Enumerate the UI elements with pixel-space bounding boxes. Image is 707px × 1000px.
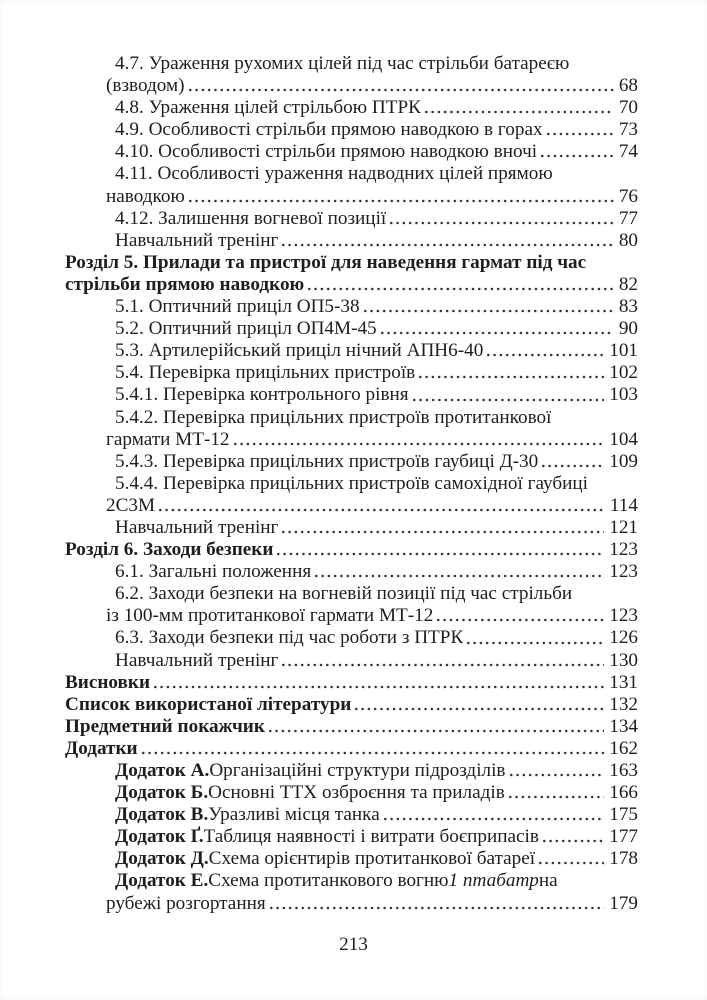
toc-text: 5.4. Перевірка прицільних пристроїв [115, 362, 416, 384]
toc-entry [0, 694, 638, 716]
dot-leader [282, 243, 613, 247]
dot-leader [467, 641, 604, 645]
toc-line [115, 451, 638, 473]
toc-line [65, 539, 638, 561]
toc-text: 5.4.3. Перевірка прицільних пристроїв гаубиці Д-30 [115, 450, 539, 472]
dot-leader [364, 309, 614, 313]
toc-page-ref: 131 [609, 671, 638, 693]
toc-entry [0, 716, 638, 738]
toc-text: 2С3М [106, 494, 156, 516]
toc-text: на [538, 870, 558, 892]
toc-page-ref: 73 [618, 119, 638, 141]
toc-page-ref: 166 [609, 782, 638, 804]
toc-line [65, 716, 638, 738]
toc-page-ref: 68 [618, 75, 638, 97]
dot-leader [437, 618, 604, 622]
toc-page-ref: 103 [609, 384, 638, 406]
toc-text: Організаційні структури підрозділів [209, 760, 506, 781]
dot-leader [539, 861, 604, 865]
toc-line [115, 141, 638, 163]
toc-text: 5.4.2. Перевірка прицільних пристроїв протитанкової [115, 406, 552, 428]
toc-line [106, 429, 638, 451]
dot-leader [282, 530, 604, 534]
toc-line [106, 186, 638, 208]
toc-text: 1 птабатр [448, 870, 539, 892]
dot-leader [315, 574, 604, 578]
toc-text: Додаток Ґ. [115, 826, 204, 848]
dot-leader [487, 353, 604, 357]
toc-text: Додаток Е. [115, 870, 209, 892]
dot-leader [509, 795, 604, 799]
toc-line [115, 163, 638, 185]
toc-page-ref: 102 [609, 362, 638, 384]
toc-entry [0, 407, 638, 451]
toc-text: 4.8. Ураження цілей стрільбою ПТРК [115, 97, 421, 119]
toc-page-ref: 179 [609, 892, 638, 914]
toc-line [106, 605, 638, 627]
toc-line [115, 384, 638, 406]
toc-entry [0, 782, 638, 804]
toc-text: 5.2. Оптичний приціл ОП4М-45 [115, 318, 377, 340]
toc-page-ref: 114 [609, 494, 638, 516]
toc-entry [0, 804, 638, 826]
toc-line [115, 583, 638, 605]
toc-line [115, 97, 638, 119]
toc-entry [0, 208, 638, 230]
dot-leader [355, 707, 604, 711]
toc-text: Розділ 6. Заходи безпеки [65, 539, 274, 561]
toc-line [65, 672, 638, 694]
toc-page-ref: 121 [609, 516, 638, 538]
toc-entry [0, 848, 638, 870]
toc-entry [0, 296, 638, 318]
toc-page-ref: 76 [618, 185, 638, 207]
toc-line [106, 495, 638, 517]
toc-line [106, 75, 638, 97]
toc-page-ref: 123 [609, 561, 638, 583]
toc-text: 5.4.1. Перевірка контрольного рівня [115, 384, 409, 406]
dot-leader [419, 375, 604, 379]
toc-text: Схема орієнтирів протитанкової батареї [208, 848, 536, 870]
toc-page-ref: 74 [618, 141, 638, 163]
toc-line [106, 893, 638, 915]
toc-page-ref: 134 [609, 715, 638, 737]
toc-page-ref: 80 [618, 229, 638, 251]
page-number: 213 [339, 934, 368, 955]
toc-line [115, 318, 638, 340]
dot-leader [269, 729, 604, 733]
dot-leader [543, 839, 604, 843]
toc-entry [0, 384, 638, 406]
toc-text: Навчальний тренінг [115, 516, 279, 538]
dot-leader [510, 773, 605, 777]
toc-page-ref: 101 [609, 340, 638, 362]
toc-line [115, 208, 638, 230]
toc-entry [0, 230, 638, 252]
toc-entry [0, 163, 638, 207]
toc-text: 4.12. Залишення вогневої позиції [115, 207, 387, 229]
toc-text: 5.4.4. Перевірка прицільних пристроїв самохідної гаубиці [115, 472, 588, 494]
toc-text: 4.9. Особливості стрільби прямою наводкою в горах [115, 119, 543, 141]
toc-entry [0, 561, 638, 583]
toc-page-ref: 70 [618, 97, 638, 119]
toc-entry [0, 473, 638, 517]
toc-text: рубежі розгортання [106, 892, 266, 914]
page-footer [0, 934, 707, 956]
toc-entry [0, 252, 638, 296]
toc-text: 5.3. Артилерійський приціл нічний АПН6-40 [115, 340, 484, 362]
toc-line [115, 870, 638, 892]
table-of-contents [0, 53, 638, 915]
toc-line [65, 252, 638, 274]
toc-page-ref: 162 [609, 737, 638, 759]
dot-leader [159, 508, 605, 512]
toc-page-ref: 90 [618, 318, 638, 340]
toc-page-ref: 123 [609, 605, 638, 627]
toc-entry [0, 97, 638, 119]
toc-entry [0, 760, 638, 782]
toc-line [115, 296, 638, 318]
toc-line [115, 561, 638, 583]
toc-text: Таблиця наявності і витрати боєприпасів [203, 826, 539, 848]
dot-leader [277, 552, 604, 556]
toc-line [115, 804, 638, 826]
toc-text: Додаток А. [115, 760, 210, 781]
toc-line [115, 362, 638, 384]
toc-page-ref: 178 [609, 848, 638, 870]
toc-entry [0, 870, 638, 914]
dot-leader [542, 464, 604, 468]
toc-text: 6.2. Заходи безпеки на вогневій позиції під час стрільби [115, 583, 573, 605]
toc-text: Предметний покажчик [65, 715, 265, 737]
toc-line [115, 848, 638, 870]
toc-line [115, 473, 638, 495]
toc-text: Основні ТТХ озброєння та приладів [208, 782, 505, 804]
toc-text: із 100-мм протитанкової гармати МТ-12 [106, 605, 434, 627]
toc-text: 4.10. Особливості стрільби прямою наводкою вночі [115, 141, 538, 163]
toc-page-ref: 163 [609, 760, 638, 781]
dot-leader [541, 154, 614, 158]
toc-line [115, 782, 638, 804]
toc-entry [0, 318, 638, 340]
toc-text: Навчальний тренінг [115, 649, 279, 671]
toc-entry [0, 362, 638, 384]
toc-text: стрільби прямою наводкою [65, 273, 305, 295]
toc-text: 5.1. Оптичний приціл ОП5-38 [115, 296, 360, 318]
toc-line [115, 119, 638, 141]
toc-page-ref: 109 [609, 450, 638, 472]
dot-leader [547, 132, 614, 136]
toc-text: (взводом) [106, 75, 185, 97]
toc-page-ref: 83 [618, 296, 638, 318]
toc-entry [0, 583, 638, 627]
toc-text: Схема протитанкового вогню [208, 870, 449, 892]
dot-leader [189, 199, 614, 203]
toc-line [115, 340, 638, 362]
toc-page-ref: 77 [618, 207, 638, 229]
toc-entry [0, 451, 638, 473]
toc-entry [0, 340, 638, 362]
toc-text: Список використаної літератури [65, 693, 352, 715]
toc-page-ref: 123 [609, 539, 638, 561]
toc-line [115, 53, 638, 75]
toc-line [115, 517, 638, 539]
toc-text: 4.7. Ураження рухомих цілей під час стрільби батареєю [115, 53, 570, 74]
toc-entry [0, 517, 638, 539]
toc-line [115, 627, 638, 649]
toc-text: Висновки [65, 671, 151, 693]
toc-text: 4.11. Особливості ураження надводних цілей прямою [115, 163, 553, 185]
dot-leader [413, 398, 605, 402]
toc-page-ref: 130 [609, 649, 638, 671]
toc-line [65, 694, 638, 716]
toc-text: Додатки [65, 737, 138, 759]
dot-leader [154, 685, 604, 689]
toc-entry [0, 672, 638, 694]
toc-line [115, 650, 638, 672]
dot-leader [282, 663, 604, 667]
toc-page-ref: 175 [609, 804, 638, 826]
toc-text: Додаток Д. [115, 848, 209, 870]
toc-entry [0, 826, 638, 848]
dot-leader [270, 906, 605, 910]
toc-page-ref: 104 [609, 428, 638, 450]
toc-text: Розділ 5. Прилади та пристрої для наведення гармат під час [65, 251, 587, 273]
dot-leader [390, 221, 614, 225]
toc-page-ref: 82 [618, 273, 638, 295]
toc-entry [0, 53, 638, 97]
toc-line [115, 826, 638, 848]
dot-leader [384, 817, 605, 821]
toc-text: Навчальний тренінг [115, 229, 279, 251]
dot-leader [234, 442, 605, 446]
toc-text: 6.3. Заходи безпеки під час роботи з ПТРК [115, 627, 464, 649]
toc-entry [0, 738, 638, 760]
toc-text: Додаток Б. [115, 782, 209, 804]
dot-leader [308, 287, 614, 291]
toc-line [65, 738, 638, 760]
toc-entry [0, 627, 638, 649]
toc-page-ref: 126 [609, 627, 638, 649]
toc-line [115, 230, 638, 252]
toc-line [115, 760, 638, 782]
toc-entry [0, 650, 638, 672]
toc-page-ref: 177 [609, 826, 638, 848]
toc-entry [0, 141, 638, 163]
toc-page-ref: 132 [609, 693, 638, 715]
toc-entry [0, 119, 638, 141]
toc-text: наводкою [106, 185, 185, 207]
dot-leader [425, 110, 614, 114]
dot-leader [142, 751, 605, 755]
toc-text: Уразливі місця танка [208, 804, 380, 826]
dot-leader [381, 331, 614, 335]
toc-line [65, 274, 638, 296]
toc-text: гармати МТ-12 [106, 428, 230, 450]
dot-leader [189, 88, 614, 92]
toc-text: Додаток В. [115, 804, 209, 826]
toc-text: 6.1. Загальні положення [115, 561, 312, 583]
toc-line [115, 407, 638, 429]
toc-entry [0, 539, 638, 561]
